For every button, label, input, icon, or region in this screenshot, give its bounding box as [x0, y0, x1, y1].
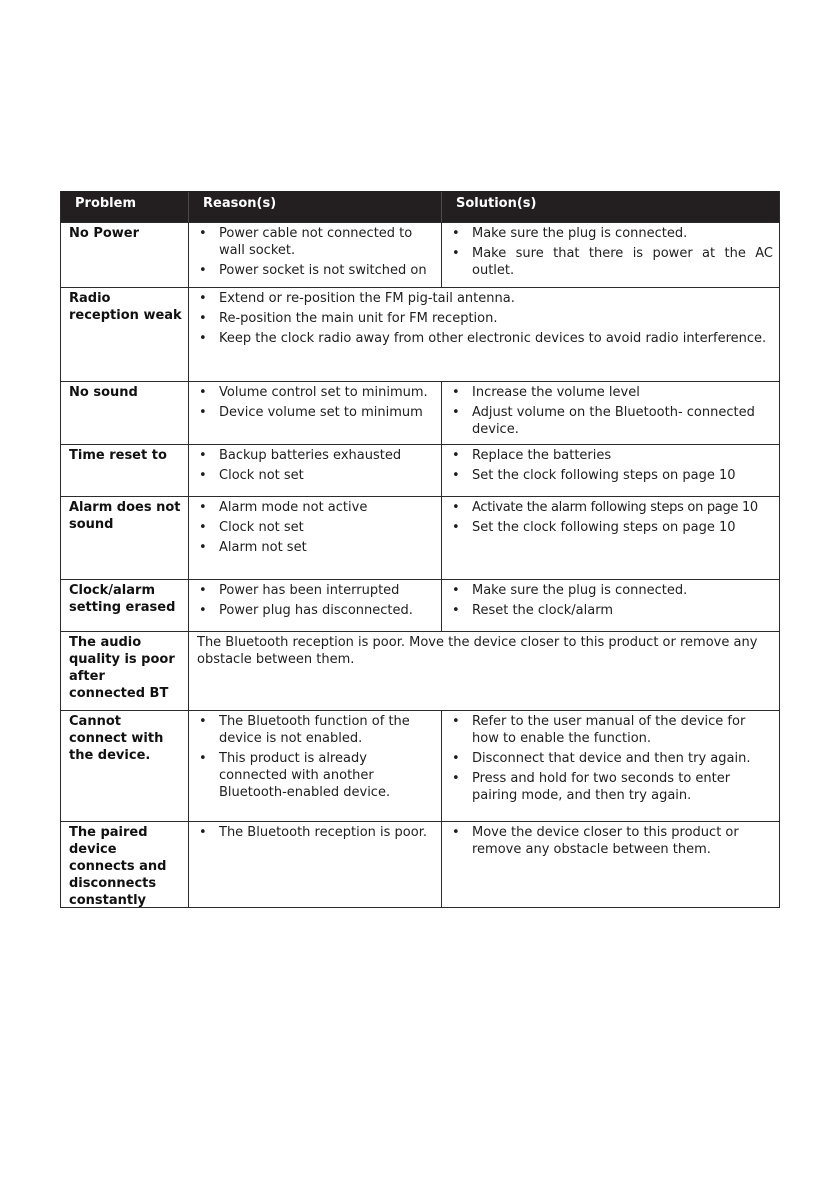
solution-item: • Set the clock following steps on page 10	[450, 519, 777, 536]
solution-item: • Refer to the user manual of the device for how to enable the function.	[450, 713, 773, 747]
reason-item: • Power cable not connected to wall socket.	[197, 225, 435, 259]
reasons-cell	[188, 382, 441, 444]
reason-item: • Extend or re-position the FM pig-tail antenna.	[197, 290, 773, 307]
reason-item: • This product is already connected with another Bluetooth-enabled device.	[197, 750, 435, 801]
table-row	[61, 222, 779, 287]
reasons-cell	[188, 223, 441, 287]
solution-item: • Reset the clock/alarm	[450, 602, 773, 619]
table-row	[61, 821, 779, 907]
solutions-cell	[441, 445, 779, 496]
table-row	[61, 496, 779, 579]
reasons-cell	[188, 711, 441, 821]
problem-cell: Alarm does not sound	[69, 500, 181, 532]
problem-cell: The paired device connects and disconnects constantly	[69, 825, 167, 907]
reasons-cell	[188, 445, 441, 496]
table-header-row	[61, 191, 779, 222]
solutions-cell	[441, 822, 779, 907]
solution-item: • Make sure the plug is connected.	[450, 582, 773, 599]
merged-text-cell: The Bluetooth reception is poor. Move the device closer to this product or remove any obstacle between them.	[188, 632, 779, 710]
solutions-cell	[441, 580, 779, 631]
problem-cell: Radio reception weak	[69, 291, 182, 323]
column-header-solutions: Solution(s)	[441, 192, 779, 222]
troubleshooting-table	[60, 191, 780, 908]
solution-item: • Set the clock following steps on page 10	[450, 467, 773, 484]
reason-item: • Clock not set	[197, 467, 435, 484]
column-header-reasons: Reason(s)	[188, 192, 441, 222]
reason-item: • Keep the clock radio away from other electronic devices to avoid radio interference.	[197, 330, 773, 347]
reason-item: • The Bluetooth function of the device is not enabled.	[197, 713, 435, 747]
problem-cell: No sound	[69, 385, 138, 400]
reason-item: • Alarm not set	[197, 539, 435, 556]
reason-item: • Power has been interrupted	[197, 582, 435, 599]
solutions-cell	[441, 223, 779, 287]
reason-item: • Backup batteries exhausted	[197, 447, 435, 464]
solution-item: • Replace the batteries	[450, 447, 773, 464]
reasons-cell	[188, 580, 441, 631]
solution-item: • Move the device closer to this product or remove any obstacle between them.	[450, 824, 773, 858]
table-row	[61, 444, 779, 496]
solution-item: • Make sure that there is power at the AC outlet.	[450, 245, 773, 279]
problem-cell: Time reset to	[69, 448, 167, 463]
reasons-cell	[188, 497, 441, 579]
solution-item: • Press and hold for two seconds to enter pairing mode, and then try again.	[450, 770, 773, 804]
table-row	[61, 579, 779, 631]
reason-item: • Power socket is not switched on	[197, 262, 435, 279]
reason-item: • Re-position the main unit for FM reception.	[197, 310, 773, 327]
problem-cell: Clock/alarm setting erased	[69, 583, 176, 615]
solution-item: • Increase the volume level	[450, 384, 773, 401]
solution-item: • Disconnect that device and then try again.	[450, 750, 773, 767]
reason-item: • Volume control set to minimum.	[197, 384, 435, 401]
reason-item: • Alarm mode not active	[197, 499, 435, 516]
table-row	[61, 631, 779, 710]
problem-cell: The audio quality is poor after connected BT	[69, 635, 175, 701]
reason-item: • Clock not set	[197, 519, 435, 536]
reason-item: • Device volume set to minimum	[197, 404, 435, 421]
solution-item: • Make sure the plug is connected.	[450, 225, 773, 242]
merged-reasons-cell	[188, 288, 779, 381]
table-row	[61, 710, 779, 821]
reason-item: • Power plug has disconnected.	[197, 602, 435, 619]
solutions-cell	[441, 497, 779, 579]
solutions-cell	[441, 382, 779, 444]
problem-cell: Cannot connect with the device.	[69, 714, 164, 763]
reason-item: • The Bluetooth reception is poor.	[197, 824, 435, 841]
solution-item: • Activate the alarm following steps on page 10	[450, 499, 777, 516]
table-row	[61, 381, 779, 444]
solutions-cell	[441, 711, 779, 821]
column-header-problem: Problem	[75, 196, 136, 211]
reasons-cell	[188, 822, 441, 907]
solution-item: • Adjust volume on the Bluetooth- connected device.	[450, 404, 773, 438]
problem-cell: No Power	[69, 226, 140, 241]
table-row	[61, 287, 779, 381]
